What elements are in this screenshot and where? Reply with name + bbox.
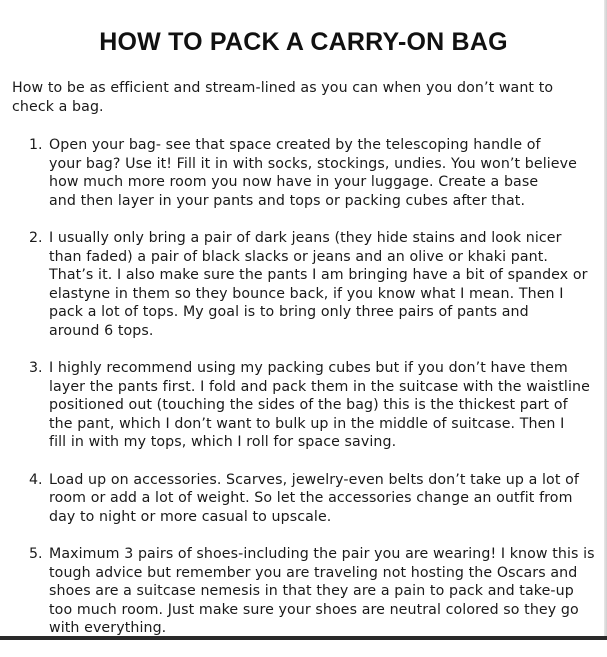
step-text — [49, 136, 594, 210]
step-line: how much more room you now have in your luggage. Create a base — [49, 174, 539, 190]
page-bottom-border — [0, 636, 607, 640]
step-line: day to night or more casual to upscale. — [49, 508, 332, 525]
step-line: room or add a lot of weight. So let the accessories change an outfit from — [49, 490, 573, 506]
step-3 — [0, 359, 607, 452]
step-line: Maximum 3 pairs of shoes-including the pair you are wearing! I know this is — [49, 546, 595, 562]
intro-line: check a bag. — [12, 98, 104, 115]
intro-paragraph — [12, 79, 594, 116]
step-line: pack a lot of tops. My goal is to bring only three pairs of pants and — [49, 304, 529, 320]
steps-list — [0, 136, 607, 657]
step-text — [49, 471, 594, 527]
step-line: fill in with my tops, which I roll for space saving. — [49, 434, 397, 450]
step-line: elastyne in them so they bounce back, if you know what I mean. Then I — [49, 285, 564, 302]
step-line: shoes are a suitcase nemesis in that they are a pain to pack and take-up — [49, 583, 574, 599]
intro-line: How to be as efficient and stream-lined as you can when you don’t want to — [12, 80, 554, 96]
step-line: Load up on accessories. Scarves, jewelry-even belts don’t take up a lot of — [49, 471, 579, 488]
step-line: and then layer in your pants and tops or packing cubes after that. — [49, 192, 526, 209]
step-number: 1. — [29, 137, 43, 153]
step-line: layer the pants first. I fold and pack them in the suitcase with the waistline — [49, 378, 590, 395]
step-line: That’s it. I also make sure the pants I am bringing have a bit of spandex or — [49, 267, 588, 283]
step-number: 4. — [29, 471, 43, 488]
step-line: I usually only bring a pair of dark jeans (they hide stains and look nicer — [49, 230, 562, 246]
step-line: your bag? Use it! Fill it in with socks, stockings, undies. You won’t believe — [49, 155, 577, 172]
step-4 — [0, 471, 607, 527]
step-line: tough advice but remember you are traveling not hosting the Oscars and — [49, 564, 578, 581]
document-title: HOW TO PACK A CARRY-ON BAG — [99, 28, 508, 56]
step-line: positioned out (touching the sides of the bag) this is the thickest part of — [49, 397, 568, 413]
step-number: 3. — [29, 360, 43, 376]
step-text — [49, 359, 594, 452]
step-2 — [0, 229, 607, 340]
step-line: the pant, which I don’t want to bulk up in the middle of suitcase. Then I — [49, 415, 565, 432]
step-5 — [0, 545, 607, 638]
step-line: with everything. — [49, 620, 167, 636]
step-1 — [0, 136, 607, 210]
step-line: too much room. Just make sure your shoes are neutral colored so they go — [49, 601, 579, 618]
step-text — [49, 229, 594, 340]
step-number: 5. — [29, 546, 43, 562]
step-number: 2. — [29, 230, 43, 246]
step-line: around 6 tops. — [49, 322, 154, 339]
step-text — [49, 545, 594, 638]
step-line: than faded) a pair of black slacks or jeans and an olive or khaki pant. — [49, 248, 549, 265]
step-line: Open your bag- see that space created by the telescoping handle of — [49, 137, 541, 153]
step-line: I highly recommend using my packing cubes but if you don’t have them — [49, 360, 568, 376]
